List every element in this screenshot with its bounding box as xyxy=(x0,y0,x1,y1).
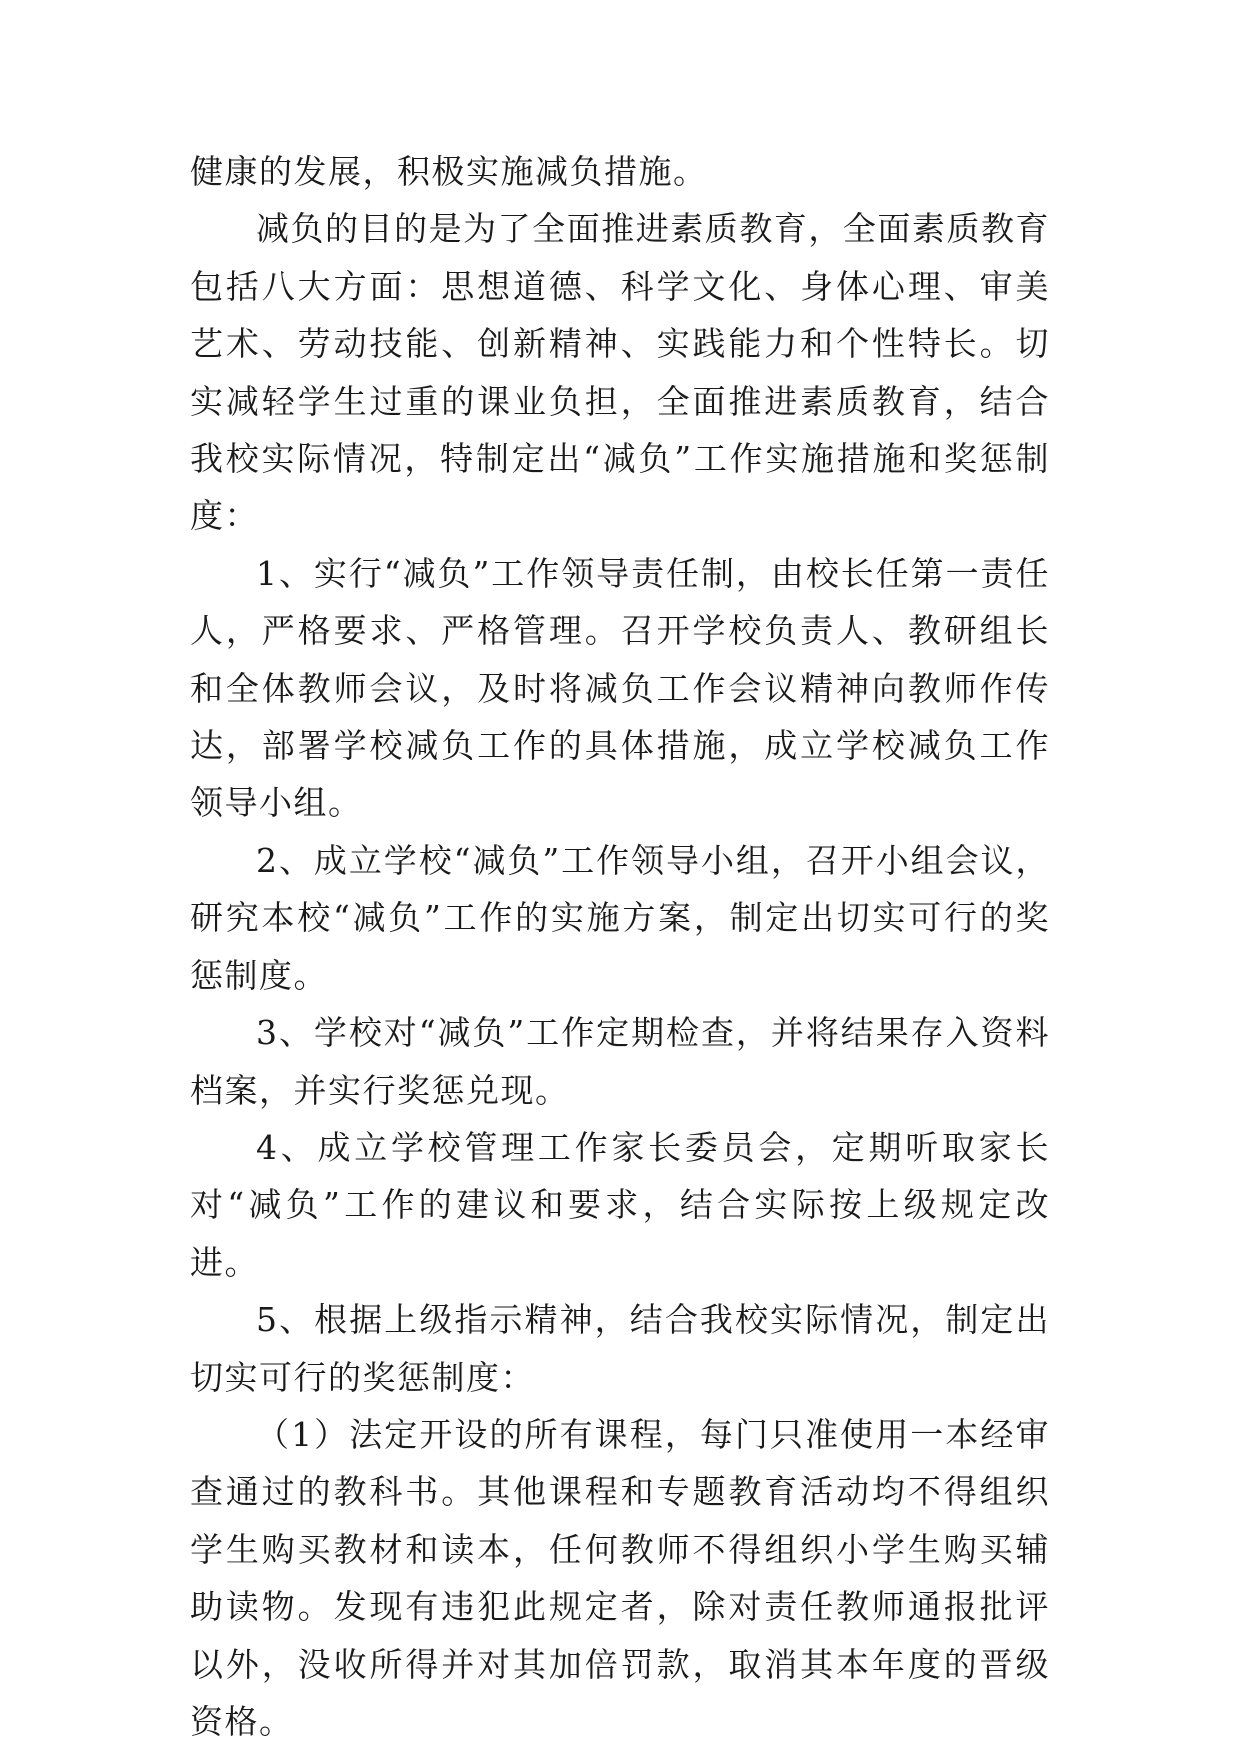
paragraph: 4、成立学校管理工作家长委员会，定期听取家长对“减负”工作的建议和要求，结合实际按上级规定改进。 xyxy=(190,1127,1050,1282)
paragraph: 2、成立学校“减负”工作领导小组，召开小组会议，研究本校“减负”工作的实施方案，制定出切实可行的奖惩制度。 xyxy=(190,840,1050,995)
paragraph: 健康的发展，积极实施减负措施。 xyxy=(190,152,708,191)
document-body xyxy=(190,143,1050,1750)
paragraph: 减负的目的是为了全面推进素质教育，全面素质教育包括八大方面：思想道德、科学文化、身体心理、审美艺术、劳动技能、创新精神、实践能力和个性特长。切实减轻学生过重的课业负担，全面推进素质教育，结合我校实际情况，特制定出“减负”工作实施措施和奖惩制度： xyxy=(190,209,1050,536)
paragraph: 3、学校对“减负”工作定期检查，并将结果存入资料档案，并实行奖惩兑现。 xyxy=(190,1013,1050,1110)
paragraph: 5、根据上级指示精神，结合我校实际情况，制定出切实可行的奖惩制度： xyxy=(190,1300,1050,1397)
paragraph: （1）法定开设的所有课程，每门只准使用一本经审查通过的教科书。其他课程和专题教育活动均不得组织学生购买教材和读本，任何教师不得组织小学生购买辅助读物。发现有违犯此规定者，除对责任教师通报批评以外，没收所得并对其加倍罚款，取消其本年度的晋级资格。 xyxy=(190,1414,1050,1741)
paragraph: 1、实行“减负”工作领导责任制，由校长任第一责任人，严格要求、严格管理。召开学校负责人、教研组长和全体教师会议，及时将减负工作会议精神向教师作传达，部署学校减负工作的具体措施，成立学校减负工作领导小组。 xyxy=(190,553,1050,823)
